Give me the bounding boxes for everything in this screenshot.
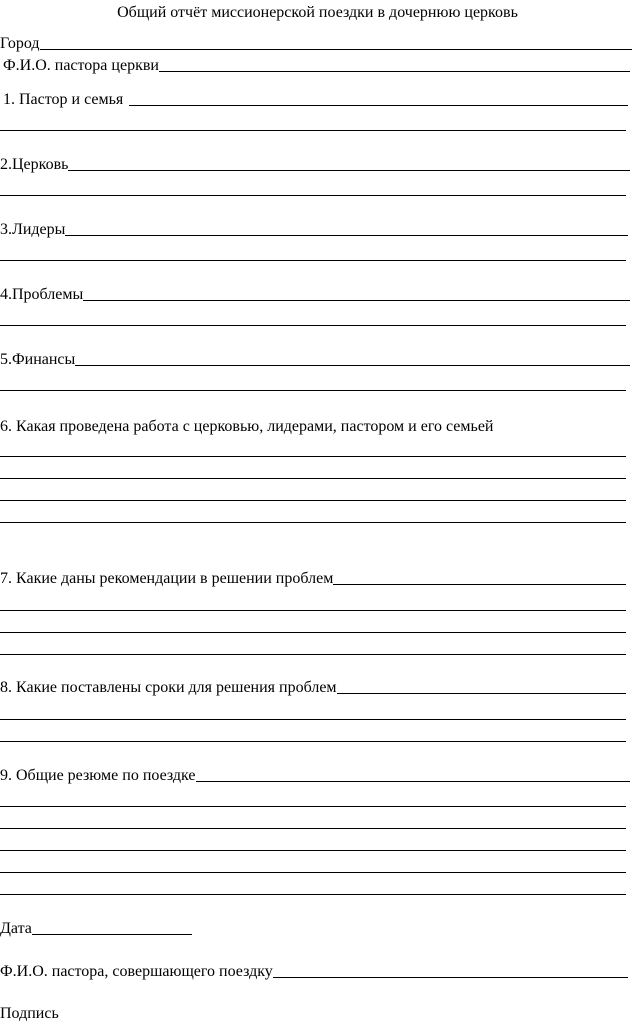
q6-label: 6. Какая проведена работа с церковью, лидерами, пастором и его семьей — [0, 418, 494, 435]
city-row — [0, 36, 632, 53]
q8-input-line[interactable] — [337, 692, 626, 694]
pastor-name-label: Ф.И.О. пастора церкви — [3, 57, 159, 74]
q4-row — [0, 287, 630, 304]
q6-row — [0, 419, 630, 436]
q9-line-5[interactable] — [0, 894, 626, 895]
q9-input-line[interactable] — [196, 780, 630, 782]
q6-line-2[interactable] — [0, 478, 626, 479]
q6-line-1[interactable] — [0, 456, 626, 457]
q1-row — [0, 92, 628, 109]
q7-line-2[interactable] — [0, 632, 626, 633]
q4-input-line[interactable] — [83, 299, 630, 301]
q8-row — [0, 680, 626, 697]
traveler-name-input-line[interactable] — [273, 976, 628, 978]
q9-line-3[interactable] — [0, 850, 626, 851]
q7-label: 7. Какие даны рекомендации в решении проблем — [0, 570, 334, 587]
date-input-line[interactable] — [32, 933, 192, 935]
q4-extra-line[interactable] — [0, 325, 626, 326]
q2-input-line[interactable] — [68, 169, 630, 171]
signature-row — [0, 1006, 200, 1023]
q7-row — [0, 571, 626, 588]
q1-input-line[interactable] — [129, 104, 628, 106]
q2-row — [0, 157, 630, 174]
q3-label: 3.Лидеры — [0, 221, 66, 238]
q5-input-line[interactable] — [75, 364, 630, 366]
q3-row — [0, 222, 628, 239]
q9-label: 9. Общие резюме по поездке — [0, 767, 196, 784]
q5-label: 5.Финансы — [0, 351, 76, 368]
q3-input-line[interactable] — [65, 234, 628, 236]
q5-row — [0, 352, 630, 369]
q8-label: 8. Какие поставлены сроки для решения проблем — [0, 679, 337, 696]
q7-line-3[interactable] — [0, 654, 626, 655]
form-title: Общий отчёт миссионерской поездки в дочернюю церковь — [117, 4, 518, 21]
q8-line-1[interactable] — [0, 719, 626, 720]
date-label: Дата — [0, 920, 32, 937]
q8-line-2[interactable] — [0, 741, 626, 742]
q2-extra-line[interactable] — [0, 195, 626, 196]
q4-label: 4.Проблемы — [0, 286, 84, 303]
pastor-name-input-line[interactable] — [159, 70, 630, 72]
pastor-name-row — [0, 58, 630, 75]
q6-line-4[interactable] — [0, 522, 626, 523]
city-label: Город — [0, 35, 40, 52]
q5-extra-line[interactable] — [0, 390, 626, 391]
q2-label: 2.Церковь — [0, 156, 69, 173]
q1-label: 1. Пастор и семья — [3, 91, 124, 108]
q9-line-1[interactable] — [0, 806, 626, 807]
signature-label: Подпись — [0, 1005, 59, 1022]
q3-extra-line[interactable] — [0, 260, 626, 261]
traveler-name-row — [0, 964, 628, 981]
q1-extra-line[interactable] — [0, 130, 626, 131]
q6-line-3[interactable] — [0, 500, 626, 501]
city-input-line[interactable] — [40, 48, 632, 50]
q7-input-line[interactable] — [333, 583, 626, 585]
q7-line-1[interactable] — [0, 610, 626, 611]
date-row — [0, 921, 192, 938]
q9-line-2[interactable] — [0, 828, 626, 829]
q9-line-4[interactable] — [0, 872, 626, 873]
traveler-name-label: Ф.И.О. пастора, совершающего поездку — [0, 963, 273, 980]
q9-row — [0, 768, 630, 785]
